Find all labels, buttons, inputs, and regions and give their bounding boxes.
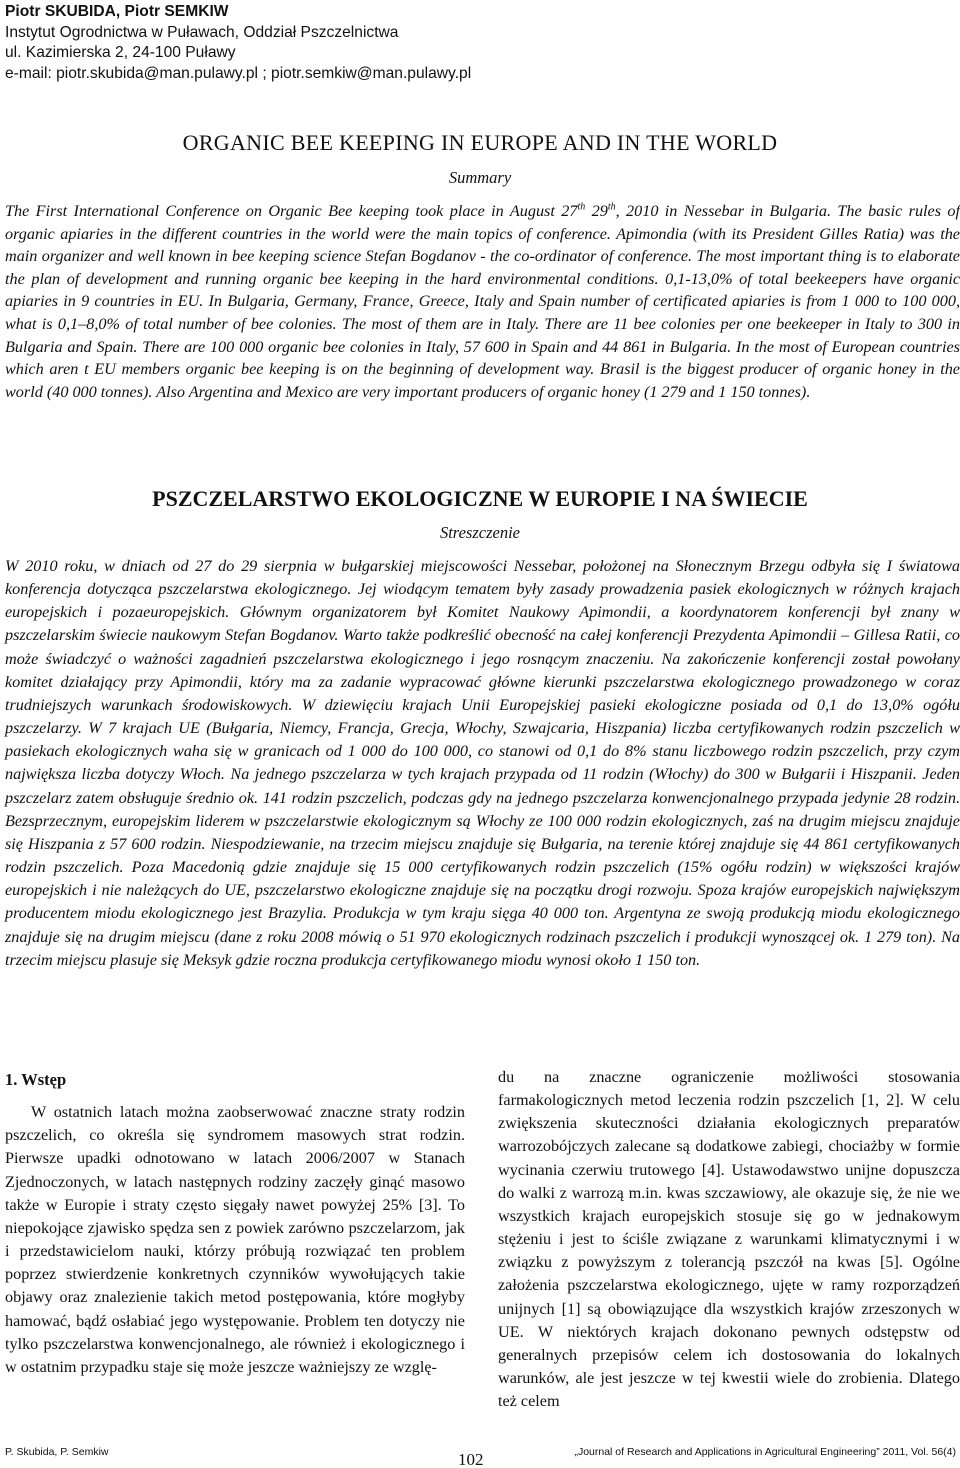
institute: Instytut Ogrodnictwa w Puławach, Oddział Pszczelnictwa [5,23,399,41]
authors: Piotr SKUBIDA, Piotr SEMKIW [5,3,229,20]
author-header [5,2,905,84]
footer-journal: „Journal of Research and Applications in Agricultural Engineering” 2011, Vol. 56(4) [574,1446,956,1458]
english-abstract-part2: 29 [585,202,608,220]
intro-paragraph: W ostatnich latach można zaobserwować znaczne straty rodzin pszczelich, co określa się syndromem masowych strat rodzin. Pierwsze upadki odnotowano w latach 2006/2007 w Stanach Zjednoczonych, w latach następnych rodziny zaczęły ginąć masowo także w Europie i straty często sięgały nawet powyżej 25% [3]. To niepokojące zjawisko spędza sen z powiek zarówno pszczelarzom, jak i przedstawicielom nauki, którzy próbują rozwiązać ten problem poprzez stwierdzenie konkretnych czynników wywołujących takie objawy oraz znalezienie takich metod postępowania, które mogłyby hamować, bądź osłabiać jego występowanie. Problem ten dotyczy nie tylko pszczelarstwa konwencjonalnego, ale również i ekologicznego i w ostatnim przypadku staje się może jeszcze ważniejszy ze wzglę- [5,1103,465,1376]
intro-left-column [5,1068,465,1379]
english-title: ORGANIC BEE KEEPING IN EUROPE AND IN THE WORLD [182,130,778,155]
superscript-th: th [607,201,616,213]
polish-summary-label: Streszczenie [439,523,521,542]
english-abstract-part1: The First International Conference on Organic Bee keeping took place in August 27 [5,202,578,220]
polish-title: PSZCZELARSTWO EKOLOGICZNE W EUROPIE I NA ŚWIECIE [152,486,808,511]
english-summary-label: Summary [448,168,512,187]
superscript-th: th [577,201,586,213]
polish-abstract: W 2010 roku, w dniach od 27 do 29 sierpnia w bułgarskiej miejscowości Nessebar, położonej na Słonecznym Brzegu odbyła się I światowa konferencja dotycząca pszczelarstwa ekologicznego. Jej wiodącym tematem były zasady prowadzenia pasiek ekologicznych w różnych krajach europejskich i pozaeuropejskich. Głównym organizatorem był Komitet Naukowy Apimondii, a koordynatorem konferencji był znany w pszczelarskim świecie naukowym Stefan Bogdanov. Warto także podkreślić obecność na całej konferencji Prezydenta Apimondii – Gillesa Ratii, co może świadczyć o ważności zagadnień pszczelarstwa ekologicznego i jego rosnącym znaczeniu. Na zakończenie konferencji został powołany komitet działający przy Apimondii, który ma za zadanie wypracować główne kierunki pszczelarstwa ekologicznego prowadzonego w coraz trudniejszych warunkach środowiskowych. W dziewięciu krajach Unii Europejskiej pasieki ekologiczne posiada od 0,1 do 13,0% ogółu pszczelarzy. W 7 krajach UE (Bułgaria, Niemcy, Francja, Grecja, Włochy, Szwajcaria, Hiszpania) liczba certyfikowanych rodzin pszczelich w pasiekach ekologicznych waha się w granicach od 1 000 do 100 000, co stanowi od 0,1 do 8% stanu liczbowego rodzin pszczelich, przy czym największa liczba dotyczy Włoch. Na jednego pszczelarza w tych krajach przypada od 11 rodzin (Włochy) do 300 w Bułgarii i Hiszpanii. Jeden pszczelarz zatem obsługuje średnio ok. 141 rodzin pszczelich, podczas gdy na jednego pszczelarza konwencjonalnego przypada jedynie 28 rodzin. Bezsprzecznym, europejskim liderem w pszczelarstwie ekologicznym są Włochy ze 100 000 rodzin ekologicznych, zaś na drugim miejscu znajduje się Hiszpania z 57 600 rodzin. Niespodziewanie, na trzecim miejscu znajduje się Bułgaria, na terenie której znajduje się 44 861 certyfikowanych rodzin pszczelich. Poza Macedonią gdzie znajduje się 15 000 certyfikowanych rodzin pszczelich (15% ogółu rodzin) w większości krajów europejskich i nie należących do UE, pszczelarstwo ekologiczne znajduje się na początku drogi rozwoju. Spoza krajów europejskich największym producentem miodu ekologicznego jest Brazylia. Produkcja w tym kraju sięga 40 000 ton. Argentyna ze swoją produkcją miodu ekologicznego znajduje się na drugim miejscu (dane z roku 2008 mówią o 51 970 ekologicznych rodzinach pszczelich i produkcji wynoszącej ok. 1 279 ton). Na trzecim miejscu plasuje się Meksyk gdzie roczna produkcja certyfikowanego miodu wynosi około 1 150 ton. [5,557,960,969]
english-abstract [5,200,960,403]
intro-right-column: du na znaczne ograniczenie możliwości stosowania farmakologicznych metod leczenia rodzin pszczelich [1, 2]. W celu zwiększenia skuteczności działania ekologicznych preparatów warrozobójczych zalecane są dodatkowe zabiegi, chociażby w formie wycinania czerwiu trutowego [4]. Ustawodawstwo unijne dopuszcza do walki z warrozą m.in. kwas szczawiowy, ale okazuje się, że nie we wszystkich krajach europejskich stosuje się go w jednakowym stężeniu i jest to ściśle związane z warunkami klimatycznymi i w związku z powyższym z tolerancją pszczół na kwas [5]. Ogólne założenia pszczelarstwa ekologicznego, ujęte w ramy rozporządzeń unijnych [1] są obowiązujące dla wszystkich krajów zrzeszonych w UE. W niektórych krajach dokonano pewnych odstępstw od generalnych przepisów celem ich dostosowania do lokalnych warunków, ale jest jeszcze w tej kwestii wiele do zrobienia. Dlatego też celem [498,1068,960,1411]
email: e-mail: piotr.skubida@man.pulawy.pl ; piotr.semkiw@man.pulawy.pl [5,64,472,82]
footer-authors: P. Skubida, P. Semkiw [5,1446,109,1458]
page-number: 102 [458,1450,484,1468]
address: ul. Kazimierska 2, 24-100 Puławy [5,44,236,61]
section-heading: 1. Wstęp [5,1070,67,1089]
english-abstract-part3: , 2010 in Nessebar in Bulgaria. The basic rules of organic apiaries in the different countries in the world were the main topics of conference. Apimondia (with its President Gilles Ratia) was the main organizer and well known in bee keeping science Stefan Bogdanov - the co-ordinator of conference. The most important thing is to elaborate the plan of development and running organic bee keeping in the hard environmental conditions. 0,1-13,0% of total beekeepers have organic apiaries in 9 countries in EU. In Bulgaria, Germany, France, Greece, Italy and Spain number of certificated apiaries is from 1 000 to 100 000, what is 0,1–8,0% of total number of bee colonies. The most of them are in Italy. There are 11 bee colonies per one beekeeper in Italy to 300 in Bulgaria and Spain. There are 100 000 organic bee colonies in Italy, 57 600 in Spain and 44 861 in Bulgaria. In the most of European countries which aren t EU members organic bee keeping is on the beginning of development way. Brasil is the biggest producer of organic honey in the world (40 000 tonnes). Also Argentina and Mexico are very important producers of organic honey (1 279 and 1 150 tonnes). [5,202,960,401]
